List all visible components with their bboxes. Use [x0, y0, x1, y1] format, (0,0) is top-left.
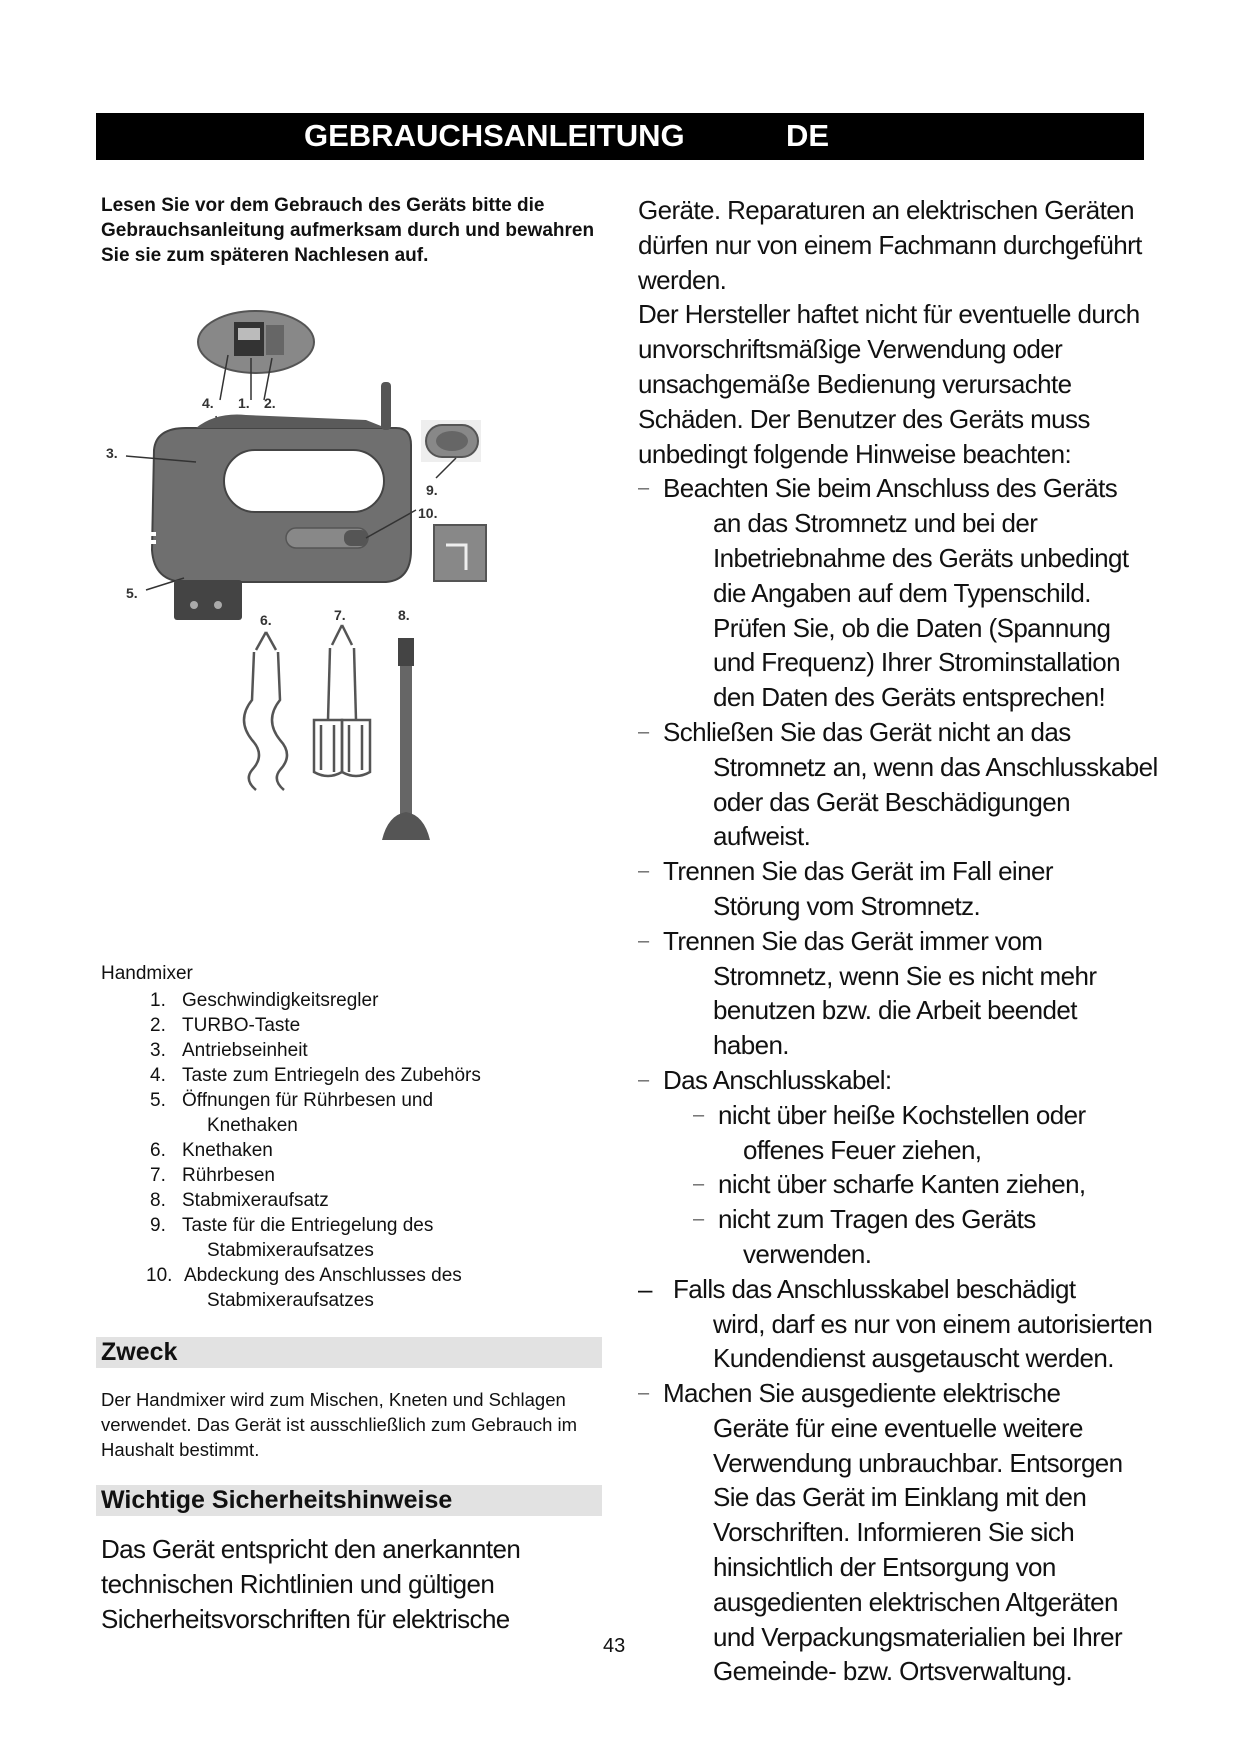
bullet-item: – Falls das Anschlusskabel beschädigt wird, darf es nur von einem autorisierten Kundendienst ausgetauscht werden. — [638, 1273, 1153, 1374]
list-item: 3. Antriebseinheit — [150, 1040, 308, 1061]
callout-3: 3. — [106, 445, 118, 461]
callout-6: 6. — [260, 612, 272, 628]
callout-8: 8. — [398, 607, 410, 623]
connector-cover-inset — [434, 525, 486, 581]
list-item: 2. TURBO-Taste — [150, 1015, 301, 1036]
callout-7: 7. — [334, 607, 346, 623]
list-item: 8. Stabmixeraufsatz — [150, 1190, 329, 1211]
turbo-button-inset — [421, 420, 481, 462]
whisks — [314, 625, 370, 776]
control-detail-inset — [198, 311, 314, 373]
bullet-item: – Beachten Sie beim Anschluss des Geräts an das Stromnetz und bei der Inbetriebnahme des Geräts unbedingt die Angaben auf dem Typenschild. Prüfen Sie, ob die Daten (Spannung und Frequenz) Ihrer Strominstallation den Daten des Geräts entsprechen! — [638, 473, 1129, 713]
section-heading-zweck: Zweck — [96, 1337, 602, 1368]
header-bar — [96, 113, 1144, 160]
paragraph: Geräte. Reparaturen an elektrischen Geräten dürfen nur von einem Fachmann durchgeführt werden. — [638, 195, 1142, 295]
list-item: 9. Taste für die Entriegelung des Stabmixeraufsatzes — [150, 1215, 434, 1261]
dash-marker: – — [693, 1173, 704, 1196]
list-item: 7. Rührbesen — [150, 1165, 275, 1186]
dash-marker: – — [638, 720, 649, 743]
dash-marker: – — [693, 1103, 704, 1126]
bullet-item: – Trennen Sie das Gerät im Fall einer Störung vom Stromnetz. — [638, 856, 1053, 921]
intro-text: Lesen Sie vor dem Gebrauch des Geräts bitte die Gebrauchsanleitung aufmerksam durch und bewahren Sie sie zum späteren Nachlesen auf. — [101, 195, 595, 266]
list-item: 5. Öffnungen für Rührbesen und Knethaken — [150, 1090, 434, 1136]
dash-marker: – — [638, 929, 649, 952]
list-item: 6. Knethaken — [150, 1140, 273, 1161]
bullet-item: – Machen Sie ausgediente elektrische Geräte für eine eventuelle weitere Verwendung unbrauchbar. Entsorgen Sie das Gerät im Einklang mit den Vorschriften. Informieren Sie sich hinsichtlich der Entsorgung von ausgedienten elektrischen Altgeräten und Verpackungsmaterialien bei Ihrer Gemeinde- bzw. Ortsverwaltung. — [638, 1378, 1123, 1687]
sicherheit-text: Das Gerät entspricht den anerkannten technischen Richtlinien und gültigen Sicherheitsvorschriften für elektrische — [101, 1534, 521, 1634]
sub-bullet-item: – nicht über scharfe Kanten ziehen, — [638, 1167, 1158, 1202]
right-column — [638, 193, 1158, 1689]
list-item: 1. Geschwindigkeitsregler — [150, 990, 379, 1011]
dash-marker: – — [638, 860, 649, 883]
hand-mixer-illustration — [106, 300, 546, 950]
parts-list — [146, 988, 622, 1313]
language-code: DE — [786, 118, 830, 153]
section-heading-sicherheit: Wichtige Sicherheitshinweise — [96, 1485, 602, 1516]
page-number: 43 — [603, 1635, 626, 1657]
bullet-item: – Schließen Sie das Gerät nicht an das Stromnetz an, wenn das Anschlusskabel oder das Gerät Beschädigungen aufweist. — [638, 716, 1158, 852]
document-title: GEBRAUCHSANLEITUNG — [304, 118, 685, 153]
dash-marker: – — [638, 1068, 649, 1091]
callout-10: 10. — [418, 505, 438, 521]
parts-caption: Handmixer — [101, 963, 193, 984]
sub-bullet-item: – nicht über heiße Kochstellen oder offenes Feuer ziehen, — [693, 1099, 1086, 1165]
callout-1: 1. — [238, 395, 250, 411]
dash-marker: – — [638, 477, 649, 500]
callout-5: 5. — [126, 585, 138, 601]
paragraph: Der Hersteller haftet nicht für eventuelle durch unvorschriftsmäßige Verwendung oder unsachgemäße Bedienung verursachte Schäden. Der Benutzer des Geräts muss unbedingt folgende Hinweise beachten: — [638, 299, 1140, 469]
callout-4: 4. — [202, 395, 214, 411]
callout-2: 2. — [264, 395, 276, 411]
mixer-body — [146, 382, 411, 582]
zweck-text: Der Handmixer wird zum Mischen, Kneten und Schlagen verwendet. Das Gerät ist ausschließlich zum Gebrauch im Haushalt bestimmt. — [101, 1389, 578, 1460]
callout-9: 9. — [426, 482, 438, 498]
dough-hooks — [244, 632, 287, 790]
beater-openings-detail — [174, 580, 242, 620]
bullet-item: – Das Anschlusskabel: — [638, 1063, 1158, 1098]
list-item: 10. Abdeckung des Anschlusses des Stabmixeraufsatzes — [146, 1265, 462, 1311]
dash-marker: – — [638, 1273, 652, 1304]
dash-marker: – — [693, 1208, 704, 1231]
sub-bullet-item: – nicht zum Tragen des Geräts verwenden. — [693, 1204, 1036, 1269]
bullet-item: – Trennen Sie das Gerät immer vom Stromnetz, wenn Sie es nicht mehr benutzen bzw. die Arbeit beendet haben. — [638, 925, 1097, 1061]
left-column-intro — [101, 193, 601, 268]
dash-marker: – — [638, 1382, 649, 1405]
list-item: 4. Taste zum Entriegeln des Zubehörs — [150, 1065, 481, 1086]
stick-blender-attachment — [382, 638, 430, 840]
